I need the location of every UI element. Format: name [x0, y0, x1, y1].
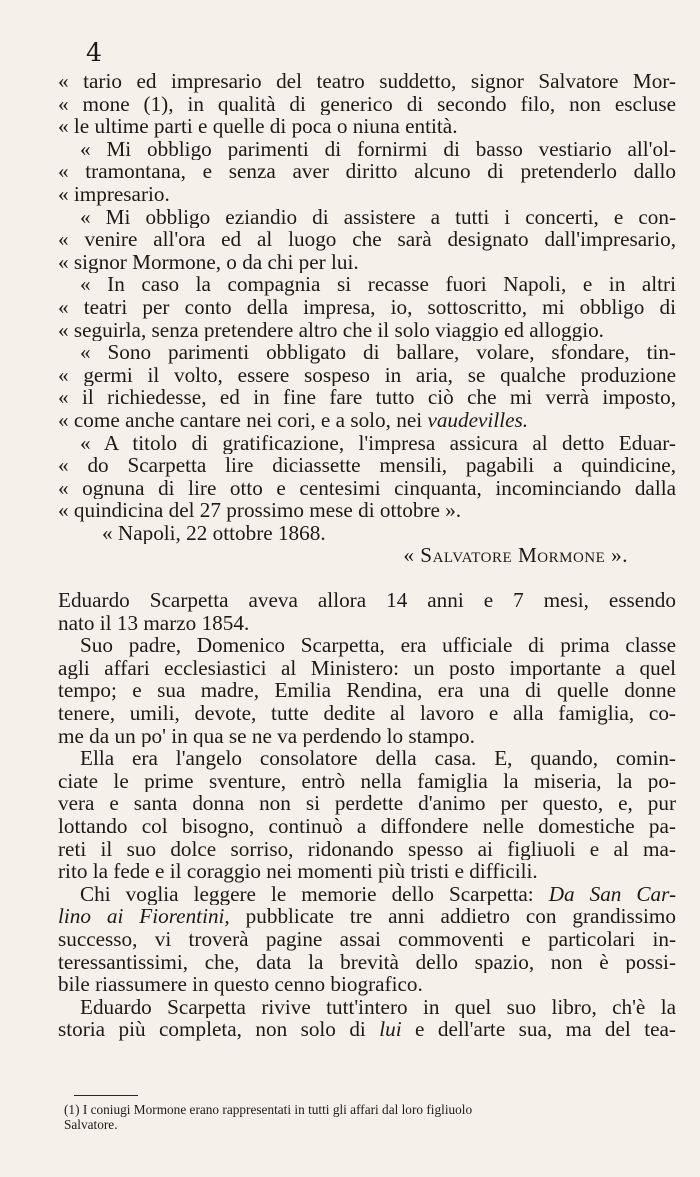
letter-line: « quindicina del 27 prossimo mese di ottobre ».: [58, 499, 462, 522]
letter-line: « seguirla, senza pretendere altro che il solo viaggio ed alloggio.: [58, 318, 604, 342]
letter-block: [58, 70, 676, 567]
letter-line-text: « come anche cantare nei cori, e a solo, nei: [58, 408, 423, 432]
body-line: tenere, umili, devote, tutte dedite al lavoro e alla famiglia, co-: [58, 702, 676, 725]
chi-text: Chi voglia leggere le memorie dello Scarpetta:: [80, 882, 549, 906]
letter-line: « teatri per conto della impresa, io, sottoscritto, mi obbligo di: [58, 295, 676, 319]
body-line: teressantissimi, che, data la brevità dello spazio, non è possi-: [58, 950, 676, 974]
last-text: storia più completa, non solo di: [58, 1018, 380, 1041]
page-number: 4: [86, 38, 102, 67]
body-line: agli affari ecclesiastici al Ministero: un posto importante a quel: [58, 656, 676, 680]
body-line: lottando col bisogno, continuò a diffondere nelle domestiche pa-: [58, 815, 676, 838]
letter-line: « ognuna di lire otto e centesimi cinquanta, incominciando dalla: [58, 476, 676, 500]
body-line: rito la fede e il coraggio nei momenti più tristi e difficili.: [58, 860, 538, 883]
letter-signature: « Salvatore Mormone ».: [403, 543, 628, 568]
body-line: Eduardo Scarpetta aveva allora 14 anni e 7 mesi, essendo: [58, 589, 676, 612]
body-line: bile riassumere in questo cenno biografico.: [58, 973, 423, 996]
letter-line: « il richiedesse, ed in fine fare tutto ciò che mi verrà imposto,: [58, 386, 676, 409]
letter-line: « Sono parimenti obbligato di ballare, volare, sfondare, tin-: [80, 341, 676, 364]
letter-line: « A titolo di gratificazione, l'impresa assicura al detto Eduar-: [80, 431, 676, 455]
letter-line: « signor Mormone, o da chi per lui.: [58, 250, 359, 274]
body-line: me da un po' in qua se ne va perdendo lo stampo.: [58, 724, 475, 748]
letter-line: « impresario.: [58, 182, 170, 206]
lui-italic: lui: [379, 1018, 402, 1041]
letter-line: « germi il volto, essere sospeso in aria, se qualche produzione: [58, 363, 676, 387]
vaudevilles-italic: vaudevilles.: [427, 408, 529, 432]
body-line: Suo padre, Domenico Scarpetta, era ufficiale di prima classe: [80, 634, 676, 657]
section-gap: [58, 567, 676, 589]
letter-line: « In caso la compagnia si recasse fuori Napoli, e in altri: [80, 273, 676, 296]
footnote-divider: [74, 1095, 138, 1096]
footnote-line: Salvatore.: [64, 1117, 118, 1132]
chi-text: pubblicate tre anni addietro con grandissimo: [229, 905, 676, 928]
body-line: Ella era l'angelo consolatore della casa. E, quando, comin-: [80, 747, 676, 770]
body-line-chi-1: [58, 883, 676, 906]
body-line: ciate le prime sventure, entrò nella famiglia la miseria, la po-: [58, 769, 676, 793]
letter-line: « do Scarpetta lire diciassette mensili, pagabili a quindicine,: [58, 454, 676, 477]
letter-line: « tario ed impresario del teatro suddetto, signor Salvatore Mor-: [58, 70, 676, 93]
body-line: reti il suo dolce sorriso, ridonando spesso ai figliuoli e al ma-: [58, 837, 676, 861]
letter-date: « Napoli, 22 ottobre 1868.: [102, 521, 326, 545]
body-line: successo, vi troverà pagine assai commoventi e particolari in-: [58, 927, 676, 951]
letter-line: « tramontana, e senza aver diritto alcuno di pretenderlo dallo: [58, 160, 676, 183]
body-line: tempo; e sua madre, Emilia Rendina, era una di quelle donne: [58, 679, 676, 703]
body-line-chi-2: [58, 905, 676, 928]
letter-line: « Mi obbligo parimenti di fornirmi di basso vestiario all'ol-: [80, 137, 676, 161]
body-line: Eduardo Scarpetta rivive tutt'intero in quel suo libro, ch'è la: [80, 995, 676, 1019]
body-line: vera e santa donna non si perdette d'animo per questo, e, pur: [58, 792, 676, 815]
footnote: [64, 1102, 676, 1132]
letter-line: « mone (1), in qualità di generico di secondo filo, non escluse: [58, 92, 676, 116]
letter-line: « venire all'ora ed al luogo che sarà designato dall'impresario,: [58, 228, 676, 251]
book-title-part-1: Da San Car-: [548, 882, 676, 906]
book-title-part-2: lino ai Fiorentini,: [58, 905, 230, 928]
letter-line: « Mi obbligo eziandio di assistere a tutti i concerti, e con-: [80, 205, 676, 229]
body-line-last: [58, 1018, 676, 1041]
letter-line: « le ultime parti e quelle di poca o niuna entità.: [58, 115, 458, 138]
last-text: e dell'arte sua, ma del tea-: [401, 1018, 676, 1041]
footnote-line: (1) I coniugi Mormone erano rappresentati in tutti gli affari dal loro figliuolo: [64, 1102, 473, 1117]
main-text: [58, 70, 676, 1041]
body-block: [58, 589, 676, 1041]
letter-line-vaudevilles: [58, 409, 676, 432]
body-line: nato il 13 marzo 1854.: [58, 611, 250, 635]
